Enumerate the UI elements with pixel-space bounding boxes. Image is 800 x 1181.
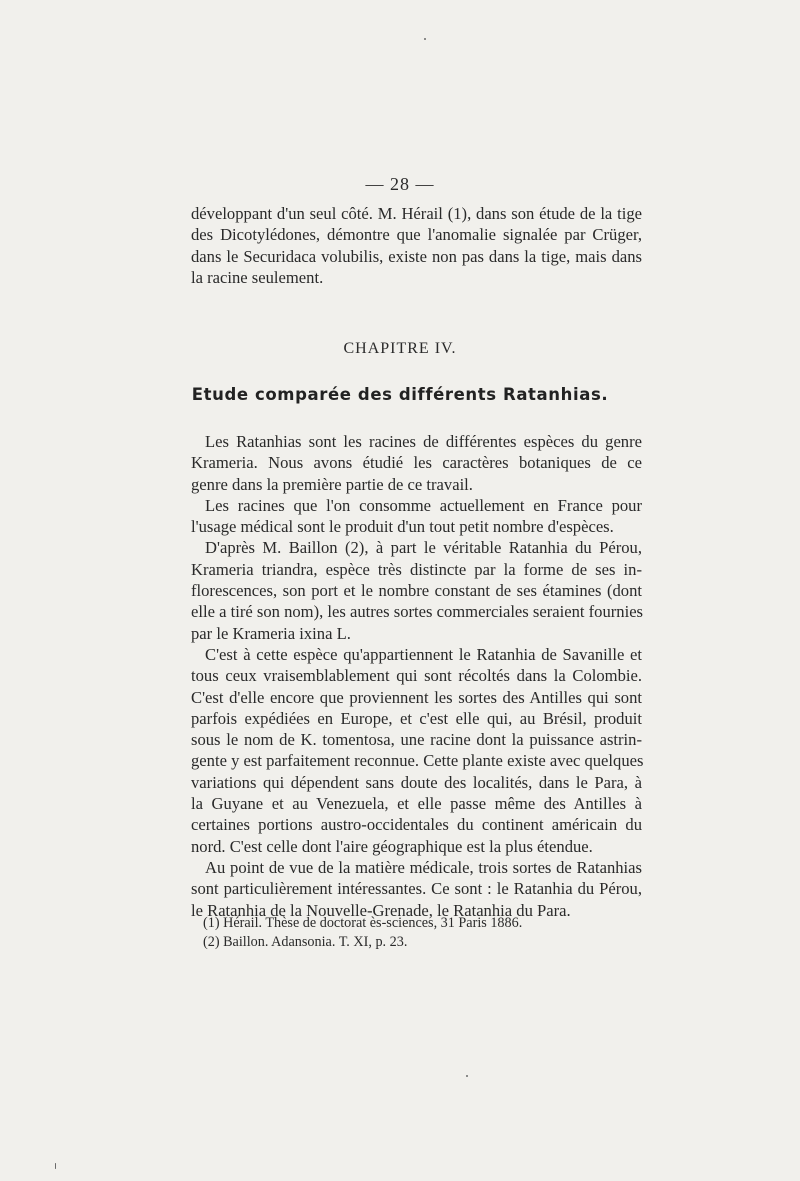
paper-speck: [55, 1163, 56, 1169]
page-number: — 28 —: [365, 174, 435, 194]
footnote-2: (2) Baillon. Adansonia. T. XI, p. 23.: [203, 934, 408, 950]
text-line: l'usage médical sont le produit d'un tout petit nombre d'espèces.: [191, 517, 614, 537]
text-line: nord. C'est celle dont l'aire géographique est la plus étendue.: [191, 836, 593, 856]
text-line: tous ceux vraisemblablement qui sont récoltés dans la Colombie.: [191, 666, 642, 686]
text-line: développant d'un seul côté. M. Hérail (1), dans son étude de la tige: [191, 204, 642, 223]
intro-paragraph: [191, 203, 642, 288]
body-text: [191, 431, 642, 921]
text-line: Au point de vue de la matière médicale, trois sortes de Ratanhias: [205, 857, 642, 877]
text-line: parfois expédiées en Europe, et c'est elle qui, au Brésil, produit: [191, 708, 642, 728]
text-line: par le Krameria ixina L.: [191, 623, 351, 643]
text-line: C'est d'elle encore que proviennent les sortes des Antilles qui sont: [191, 687, 642, 707]
chapter-heading: CHAPITRE IV.: [343, 340, 457, 357]
paper-speck: [466, 1075, 468, 1077]
text-line: la racine seulement.: [191, 267, 324, 287]
section-title: Etude comparée des différents Ratanhias.: [191, 385, 609, 404]
text-line: gente y est parfaitement reconnue. Cette plante existe avec quelques: [191, 751, 644, 771]
footnote-1: (1) Hérail. Thèse de doctorat ès-sciences, 31 Paris 1886.: [203, 915, 523, 931]
text-line: dans le Securidaca volubilis, existe non pas dans la tige, mais dans: [191, 246, 642, 266]
text-line: C'est à cette espèce qu'appartiennent le Ratanhia de Savanille et: [205, 644, 642, 664]
text-line: le Ratanhia de la Nouvelle-Grenade, le Ratanhia du Para.: [191, 900, 571, 920]
text-line: Krameria triandra, espèce très distincte par la forme de ses in-: [191, 559, 642, 579]
text-line: des Dicotylédones, démontre que l'anomalie signalée par Crüger,: [191, 225, 642, 245]
text-line: Krameria. Nous avons étudié les caractères botaniques de ce: [191, 453, 642, 473]
text-line: Les Ratanhias sont les racines de différentes espèces du genre: [205, 432, 642, 451]
paper-speck: [424, 38, 426, 40]
text-line: la Guyane et au Venezuela, et elle passe même des Antilles à: [191, 794, 642, 814]
text-line: elle a tiré son nom), les autres sortes commerciales seraient fournies: [191, 602, 644, 622]
text-line: variations qui dépendent sans doute des localités, dans le Para, à: [191, 772, 642, 792]
text-line: Les racines que l'on consomme actuellement en France pour: [205, 495, 642, 515]
text-line: sous le nom de K. tomentosa, une racine dont la puissance astrin-: [191, 730, 642, 750]
text-line: certaines portions austro-occidentales du continent américain du: [191, 815, 642, 835]
text-line: D'après M. Baillon (2), à part le véritable Ratanhia du Pérou,: [205, 538, 642, 558]
footnotes: [203, 914, 623, 952]
text-line: florescences, son port et le nombre constant de ses étamines (dont: [191, 581, 642, 601]
text-line: genre dans la première partie de ce travail.: [191, 474, 473, 494]
text-line: sont particulièrement intéressantes. Ce sont : le Ratanhia du Pérou,: [191, 879, 642, 899]
